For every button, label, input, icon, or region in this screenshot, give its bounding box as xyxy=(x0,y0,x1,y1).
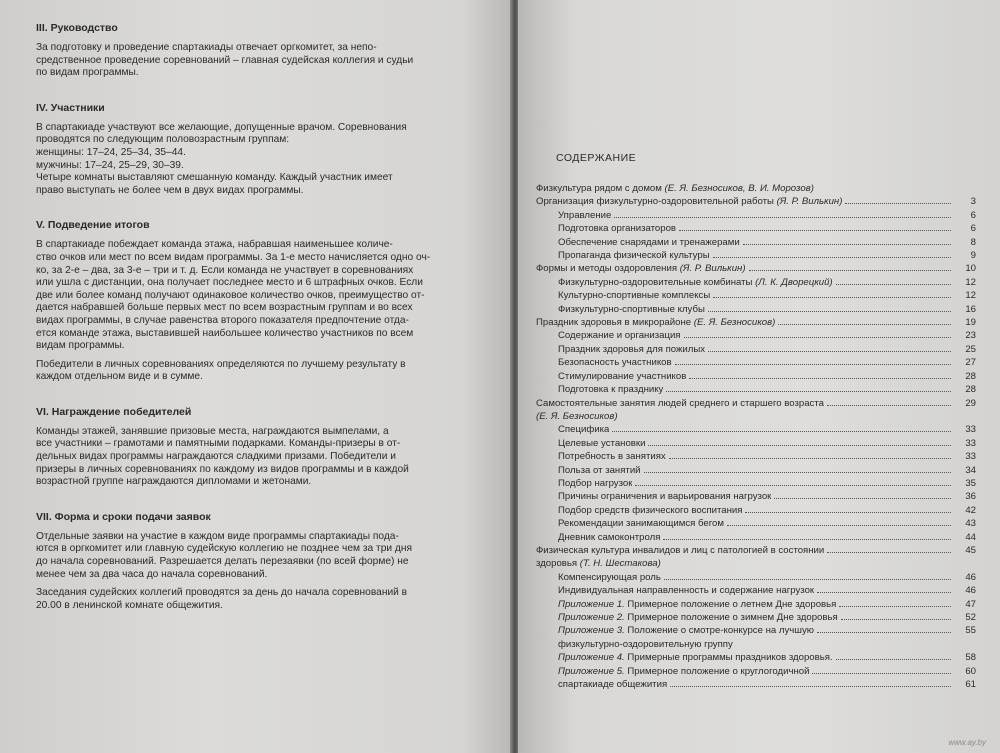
toc-entry xyxy=(536,450,976,463)
toc-title-text: Рекомендации занимающимся бегом xyxy=(558,518,724,530)
toc-page-number: 28 xyxy=(965,370,976,382)
toc-title-text: Самостоятельные занятия людей среднего и старшего возраста xyxy=(536,397,824,409)
toc-leader-dots xyxy=(774,490,951,499)
toc-entry xyxy=(536,209,976,222)
toc-appendix-label: Приложение 3. xyxy=(558,625,625,637)
section-heading: VI. Награждение победителей xyxy=(36,405,192,418)
toc-title-text: Специфика xyxy=(558,424,610,436)
section-paragraph: Отдельные заявки на участие в каждом виде программы спартакиады пода- ются в оргкомитет или главную судейскую коллегию не позднее чем за три дня до начала соревнований. Разрешается делать перезаявки (по всей форме) не менее чем за два часа до начала соревнований. xyxy=(36,530,412,580)
toc-page-number: 29 xyxy=(965,397,976,409)
toc-page-number: 28 xyxy=(965,384,976,396)
toc-title-text: Формы и методы оздоровления xyxy=(536,263,678,275)
toc-entry xyxy=(536,370,976,383)
toc-page-number: 23 xyxy=(965,330,976,342)
toc-leader-dots xyxy=(827,544,951,553)
toc-leader-dots xyxy=(827,397,951,406)
toc-entry-text xyxy=(558,344,705,356)
toc-page-number: 46 xyxy=(965,585,976,597)
toc-page-number: 44 xyxy=(965,531,976,543)
toc-entry xyxy=(536,611,976,624)
toc-page-number: 12 xyxy=(965,276,976,288)
toc-page-number: 43 xyxy=(965,518,976,530)
toc-title-text: Организация физкультурно-оздоровительной работы xyxy=(536,196,774,208)
toc-entry xyxy=(536,464,976,477)
toc-appendix-label: Приложение 2. xyxy=(558,612,625,623)
toc-leader-dots xyxy=(817,624,951,633)
toc-entry xyxy=(536,638,976,651)
toc-author: (Е. Я. Безносиков, В. И. Морозов) xyxy=(664,183,814,194)
toc-leader-dots xyxy=(839,598,951,607)
toc-leader-dots xyxy=(684,329,952,338)
toc-appendix-label: Приложение 4. xyxy=(558,652,625,664)
toc-entry xyxy=(536,195,976,208)
toc-entry xyxy=(536,571,976,584)
toc-title-text: Причины ограничения и варьирования нагрузок xyxy=(558,491,772,503)
toc-entry-text xyxy=(558,625,814,637)
toc-title-text: Физкультурно-спортивные клубы xyxy=(558,303,705,315)
toc-page-number: 27 xyxy=(965,357,976,369)
section-paragraph: За подготовку и проведение спартакиады отвечает оргкомитет, за непо- средственное проведение соревнований – главная судейская коллегия и судьи по видам программы. xyxy=(36,42,414,79)
toc-entry-text xyxy=(558,572,661,584)
toc-title-text: Польза от занятий xyxy=(558,464,641,476)
toc-page-number: 58 xyxy=(965,652,976,664)
watermark: www.ay.by xyxy=(948,738,986,747)
toc-page-number: 42 xyxy=(965,504,976,516)
toc-entry-text xyxy=(558,357,672,369)
toc-entry xyxy=(536,678,976,691)
toc-leader-dots xyxy=(727,517,951,526)
toc-entry xyxy=(536,665,976,678)
toc-title-text: Стимулирование участников xyxy=(558,370,687,382)
toc-page-number: 47 xyxy=(965,598,976,610)
toc-entry-text xyxy=(558,277,833,289)
section-heading: III. Руководство xyxy=(36,22,118,34)
toc-leader-dots xyxy=(648,437,951,446)
toc-leader-dots xyxy=(836,276,951,285)
toc-title-text: Примерное положение о зимнем Дне здоровья xyxy=(627,612,838,623)
section-paragraph: Команды этажей, занявшие призовые места, награждаются вымпелами, а все участники – грамотами и памятными подарками. Команды-призеры в от- дельных видах программы награждаются сладкими призами. Победители и призеры в личных соревнованиях по каждому из видов программы и в каждой возрастной группе награждаются дипломами и жетонами. xyxy=(36,425,409,488)
toc-page-number: 45 xyxy=(965,544,976,556)
toc-entry-text xyxy=(536,411,618,423)
toc-leader-dots xyxy=(663,531,951,540)
toc-title-text: Целевые установки xyxy=(558,437,646,449)
toc-entry xyxy=(536,437,976,450)
toc-title-text: Пропаганда физической культуры xyxy=(558,250,710,262)
toc-page-number: 46 xyxy=(965,571,976,583)
toc-page-number: 55 xyxy=(965,625,976,637)
toc-entry xyxy=(536,517,976,530)
toc-entry-text xyxy=(558,290,710,302)
toc-entry-text xyxy=(558,371,686,383)
toc-entry-text xyxy=(558,505,742,517)
toc-page-number: 61 xyxy=(965,679,976,691)
toc-entry xyxy=(536,262,976,275)
toc-leader-dots xyxy=(713,289,951,298)
toc-entry-text xyxy=(558,424,609,436)
toc-entry xyxy=(536,397,976,410)
toc-title-text: Праздник здоровья для пожилых xyxy=(558,343,706,355)
toc-leader-dots xyxy=(749,262,951,271)
toc-page-number: 33 xyxy=(965,424,976,436)
section-heading: IV. Участники xyxy=(36,101,105,114)
toc-entry xyxy=(536,236,976,249)
toc-entry-text xyxy=(558,438,645,450)
toc-title-text: Подбор нагрузок xyxy=(558,477,633,489)
toc-entry xyxy=(536,249,976,262)
toc-entry-text xyxy=(558,639,733,651)
toc-leader-dots xyxy=(708,343,951,352)
section-heading: V. Подведение итогов xyxy=(36,219,150,232)
toc-leader-dots xyxy=(664,571,951,580)
toc-title-text: Индивидуальная направленность и содержание нагрузок xyxy=(558,585,815,597)
toc-title-text: Праздник здоровья в микрорайоне xyxy=(536,317,692,329)
toc-leader-dots xyxy=(743,236,951,245)
toc-title-text: здоровья xyxy=(536,558,578,570)
toc-title: СОДЕРЖАНИЕ xyxy=(556,152,637,164)
toc-author: (Я. Р. Вилькин) xyxy=(679,263,746,275)
toc-entry xyxy=(536,423,976,436)
toc-entry-text xyxy=(558,304,705,316)
toc-title-text: Положение о смотре-конкурсе на лучшую xyxy=(627,625,814,637)
toc-author: (Е. Я. Безносиков) xyxy=(536,410,618,422)
toc-leader-dots xyxy=(679,222,951,231)
toc-entry-text xyxy=(536,183,814,195)
toc-entry-text xyxy=(558,237,740,249)
toc-entry xyxy=(536,182,976,195)
toc-page-number: 19 xyxy=(965,317,976,329)
toc-entry xyxy=(536,303,976,316)
toc-entry-text xyxy=(558,652,833,664)
toc-leader-dots xyxy=(669,450,951,459)
toc-entry-text xyxy=(558,210,611,222)
toc-leader-dots xyxy=(614,209,951,218)
right-page xyxy=(518,0,1000,753)
toc-title-text: Примерное положение о летнем Дне здоровья xyxy=(627,598,837,610)
toc-title-text: Физическая культура инвалидов и лиц с патологией в состоянии xyxy=(536,544,825,556)
toc-entry xyxy=(536,584,976,597)
toc-entry xyxy=(536,383,976,396)
toc-entry-text xyxy=(536,545,824,557)
toc-entry-text xyxy=(536,317,775,329)
toc-page-number: 36 xyxy=(965,491,976,503)
toc-page-number: 34 xyxy=(965,464,976,476)
toc-page-number: 8 xyxy=(970,236,976,248)
toc-entry xyxy=(536,316,976,329)
toc-leader-dots xyxy=(713,249,951,258)
toc-leader-dots xyxy=(841,611,951,620)
toc-leader-dots xyxy=(666,383,951,392)
toc-entry-text xyxy=(558,599,836,611)
toc-entry-text xyxy=(558,532,660,544)
toc-page-number: 9 xyxy=(970,250,976,262)
toc-page-number: 52 xyxy=(965,612,976,623)
toc-title-text: Дневник самоконтроля xyxy=(558,531,661,543)
toc-leader-dots xyxy=(689,370,951,379)
toc-title-text: Содержание и организация xyxy=(558,330,681,342)
toc-leader-dots xyxy=(644,464,951,473)
toc-entry xyxy=(536,343,976,356)
toc-leader-dots xyxy=(670,678,951,687)
toc-author: (Е. Я. Безносиков) xyxy=(693,317,776,329)
section-paragraph: В спартакиаде побеждает команда этажа, набравшая наименьшее количе- ство очков или мест по всем видам программы. За 1-е место начисляется одно оч- ко, за 2-е – два, за 3-е – три и т. д. Если команда не участвует в соревнованиях или ушла с дистанции, она получает последнее место и 6 штрафных очков. Если две или более команд получают одинаковое количество очков, преимущество от- дается набравшей больше первых мест по всем возрастным группам и во всех видах программы, в случае равенства второго показателя предпочтение отда- ется команде этажа, выставившей наибольшее количество участников по всем видам программы. xyxy=(36,239,431,352)
toc-page-number: 10 xyxy=(965,263,976,275)
toc-entry-text xyxy=(558,491,771,503)
toc-page-number: 35 xyxy=(965,477,976,489)
toc-page-number: 6 xyxy=(970,223,976,235)
toc-page-number: 12 xyxy=(965,290,976,302)
toc-title-text: Подготовка к празднику xyxy=(558,384,664,396)
toc-page-number: 16 xyxy=(965,303,976,315)
toc-entry xyxy=(536,531,976,544)
toc-page-number: 33 xyxy=(965,451,976,463)
toc-entry-text xyxy=(558,585,814,597)
toc-entry-text xyxy=(558,384,663,396)
section-heading: VII. Форма и сроки подачи заявок xyxy=(36,510,211,523)
toc-title-text: Управление xyxy=(558,209,612,221)
section-paragraph: Победители в личных соревнованиях определяются по лучшему результату в каждом отдельном виде и в сумме. xyxy=(36,358,406,383)
toc-entry-text xyxy=(558,679,667,691)
toc-title-text: физкультурно-оздоровительную группу xyxy=(558,638,733,650)
toc-title-text: спартакиаде общежития xyxy=(558,679,668,691)
toc-entry-text xyxy=(536,196,842,208)
toc-title-text: Физкультура рядом с домом xyxy=(536,183,662,194)
toc-leader-dots xyxy=(612,423,951,432)
toc-entry xyxy=(536,329,976,342)
toc-entry-text xyxy=(558,223,676,235)
table-of-contents xyxy=(536,182,976,691)
toc-leader-dots xyxy=(708,303,951,312)
toc-entry-text xyxy=(536,263,746,275)
section-paragraph: В спартакиаде участвуют все желающие, допущенные врачом. Соревнования проводятся по следующим половозрастным группам: женщины: 17–24, 25–34, 35–44. мужчины: 17–24, 25–29, 30–39. Четыре комнаты выставляют смешанную команду. Каждый участник имеет право выступать не более чем в двух видах программы. xyxy=(36,121,407,196)
toc-entry-text xyxy=(558,612,838,624)
toc-appendix-label: Приложение 1. xyxy=(558,598,625,610)
toc-entry xyxy=(536,222,976,235)
toc-page-number: 25 xyxy=(965,343,976,355)
toc-title-text: Подготовка организаторов xyxy=(558,223,677,235)
toc-leader-dots xyxy=(845,195,951,204)
toc-entry xyxy=(536,651,976,664)
toc-author: (Я. Р. Вилькин) xyxy=(776,196,843,208)
toc-author: (Т. Н. Шестакова) xyxy=(579,558,661,570)
toc-title-text: Компенсирующая роль xyxy=(558,571,661,583)
toc-title-text: Примерное положение о круглогодичной xyxy=(627,665,810,677)
toc-appendix-label: Приложение 5. xyxy=(558,665,625,677)
toc-title-text: Потребность в занятиях xyxy=(558,451,666,463)
toc-title-text: Подбор средств физического воспитания xyxy=(558,504,743,516)
toc-entry xyxy=(536,557,976,570)
toc-entry xyxy=(536,477,976,490)
toc-entry-text xyxy=(558,465,641,477)
toc-title-text: Культурно-спортивные комплексы xyxy=(558,290,711,302)
toc-title-text: Безопасность участников xyxy=(558,357,672,369)
toc-leader-dots xyxy=(812,665,951,674)
toc-entry-text xyxy=(558,250,710,262)
toc-entry xyxy=(536,289,976,302)
section-paragraph: Заседания судейских коллегий проводятся за день до начала соревнований в 20.00 в ленинской комнате общежития. xyxy=(36,587,408,611)
toc-entry xyxy=(536,410,976,423)
toc-entry-text xyxy=(558,666,809,678)
toc-leader-dots xyxy=(778,316,951,325)
toc-entry-text xyxy=(558,330,681,342)
toc-entry xyxy=(536,490,976,503)
toc-entry xyxy=(536,624,976,637)
toc-entry xyxy=(536,544,976,557)
toc-entry-text xyxy=(536,398,824,410)
toc-leader-dots xyxy=(817,584,951,593)
toc-page-number: 3 xyxy=(970,196,976,208)
toc-entry xyxy=(536,356,976,369)
toc-leader-dots xyxy=(836,651,951,660)
toc-entry-text xyxy=(558,478,632,490)
toc-page-number: 6 xyxy=(970,209,976,221)
toc-leader-dots xyxy=(675,356,951,365)
toc-entry xyxy=(536,598,976,611)
toc-entry-text xyxy=(558,451,666,463)
toc-leader-dots xyxy=(745,504,951,513)
toc-leader-dots xyxy=(635,477,951,486)
toc-title-text: Примерные программы праздников здоровья. xyxy=(627,652,833,664)
toc-page-number: 60 xyxy=(965,665,976,677)
toc-entry-text xyxy=(558,518,724,530)
toc-entry xyxy=(536,504,976,517)
toc-entry-text xyxy=(536,558,661,570)
toc-title-text: Физкультурно-оздоровительные комбинаты xyxy=(558,276,753,288)
toc-entry xyxy=(536,276,976,289)
toc-page-number: 33 xyxy=(965,437,976,449)
toc-author: (Л. К. Дворецкий) xyxy=(755,276,833,288)
toc-title-text: Обеспечение снарядами и тренажерами xyxy=(558,236,740,248)
